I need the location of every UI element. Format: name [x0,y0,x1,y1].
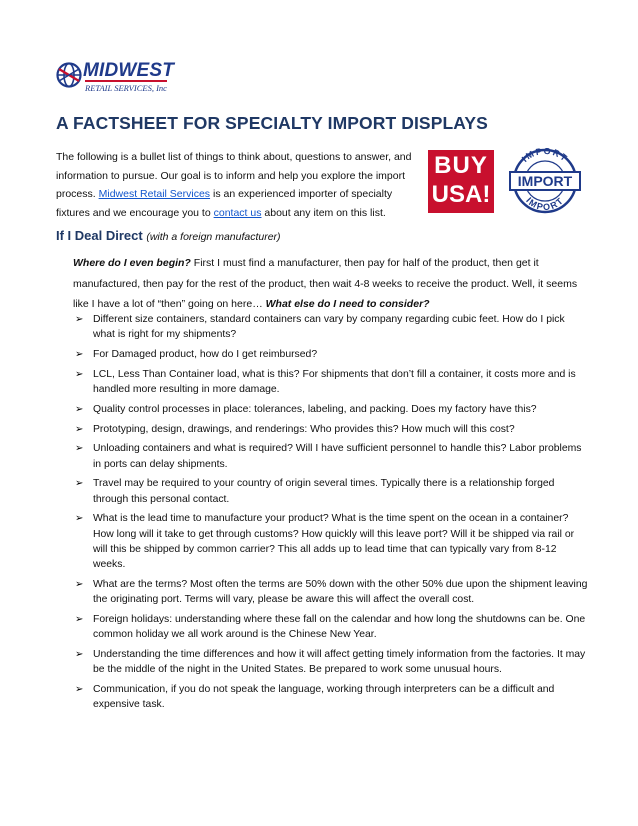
intro-text-1: The following is a bullet list of things to think about, questions to answer, and information to pursue. Our goal is to inform and help you explore the import process. [56,151,412,201]
list-item [73,441,589,471]
list-item-text: What is the lead time to manufacture your product? What is the time spent on the ocean in a container? How long will it take to get through customs? How quickly will this leave port? Will it be shipped via rail or will this be shipped by common carrier? This all adds up to lead time that can typically vary from 8-12 weeks. [93,513,575,570]
arrow-bullet-icon: ➢ [75,683,84,695]
logo-wordmark: MIDWEST [83,60,175,81]
list-item [73,577,589,607]
list-item-text: LCL, Less Than Container load, what is this? For shipments that don’t fill a container, it costs more and is handled more resulting in more damage. [93,368,576,395]
list-item-text: For Damaged product, how do I get reimbursed? [93,349,318,360]
list-item [73,367,589,397]
list-item [73,682,589,712]
stamp-center-word: IMPORT [517,173,573,189]
contact-us-link[interactable]: contact us [213,207,262,220]
arrow-bullet-icon: ➢ [75,368,84,380]
list-item-text: Understanding the time differences and how it will affect getting timely information from the factories. It may be the middle of the night in the United States. Be prepared to work some unusual hours. [93,648,586,675]
usa-label: USA! [431,181,491,208]
list-item-text: What are the terms? Most often the terms are 50% down with the other 50% due upon the shipment leaving the originating port. Terms will vary, please be aware this will affect the overall cost. [93,578,588,605]
list-item-text: Travel may be required to your country of origin several times. Typically there is a relationship forged through this personal contact. [93,478,555,505]
arrow-bullet-icon: ➢ [75,578,84,590]
buy-label: BUY [434,152,488,179]
stamp-ring-top: IMPORT [519,148,570,164]
list-item [73,511,589,572]
midwest-retail-services-link[interactable]: Midwest Retail Services [98,188,211,201]
section-heading-title: If I Deal Direct [56,228,143,243]
stamp-ring-bottom: IMPORT [524,195,566,213]
list-item-text: Different size containers, standard containers can vary by company regarding cubic feet. How do I pick what is right for my shipments? [93,314,565,341]
list-item [73,612,589,642]
list-item [73,422,589,437]
company-logo [56,60,174,94]
arrow-bullet-icon: ➢ [75,648,84,660]
list-item-text: Prototyping, design, drawings, and renderings: Who provides this? How much will this cost? [93,423,515,435]
buy-usa-badge [428,150,494,213]
lead-question: Where do I even begin? [73,257,191,269]
lead-followup: What else do I need to consider? [265,298,430,310]
logo-subtitle: RETAIL SERVICES, Inc [85,80,167,93]
intro-paragraph [56,148,426,223]
section-heading [56,228,281,243]
list-item-text: Foreign holidays: understanding where these fall on the calendar and how long the shutdowns can be. One common holiday we all work around is the Chinese New Year. [93,613,586,640]
arrow-bullet-icon: ➢ [75,423,84,435]
consideration-list [73,312,589,717]
intro-text-3: about any item on this list. [261,207,386,220]
list-item [73,312,589,342]
lead-paragraph [73,253,583,315]
intro-text-2: is an experienced importer of specialty fixtures and we encourage you to [56,188,393,220]
list-item-text: Quality control processes in place: tolerances, labeling, and packing. Does my factory have this? [93,403,537,415]
list-item [73,476,589,506]
arrow-bullet-icon: ➢ [75,613,84,625]
page-title: A FACTSHEET FOR SPECIALTY IMPORT DISPLAYS [56,113,488,133]
arrow-bullet-icon: ➢ [75,403,84,415]
section-heading-subtitle: (with a foreign manufacturer) [146,231,281,243]
arrow-bullet-icon: ➢ [75,314,84,325]
list-item-text: Communication, if you do not speak the language, working through interpreters can be a difficult and expensive task. [93,683,555,710]
arrow-bullet-icon: ➢ [75,513,84,525]
list-item [73,402,589,417]
list-item [73,647,589,677]
import-stamp-icon [508,148,582,214]
arrow-bullet-icon: ➢ [75,478,84,490]
list-item-text: Unloading containers and what is required? Will I have sufficient personnel to handle this? Labor problems in ports can delay shipments. [93,443,582,470]
lead-body: First I must find a manufacturer, then pay for half of the product, then get it manufactured, then pay for the rest of the product, then wait 4-8 weeks to receive the product. Well, it seems like I have a lot of “then” going on here… [73,257,578,310]
globe-icon [56,62,82,88]
arrow-bullet-icon: ➢ [75,443,84,455]
arrow-bullet-icon: ➢ [75,349,84,360]
list-item [73,347,589,362]
